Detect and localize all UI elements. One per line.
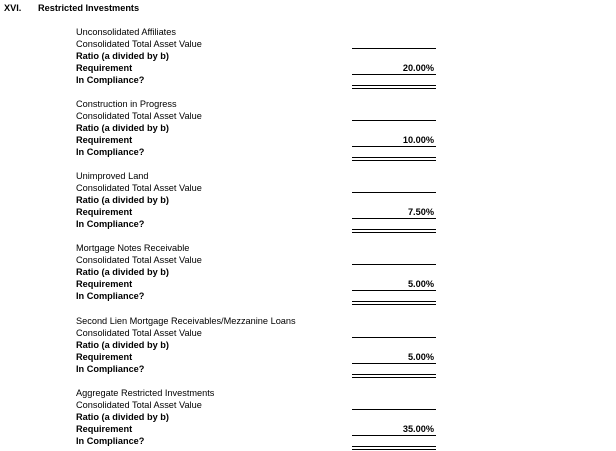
aggregate-restricted-investments-section [0, 387, 616, 451]
requirement-value: 5.00% [407, 279, 434, 289]
consolidated-total-label: Consolidated Total Asset Value [76, 183, 202, 193]
requirement-value: 5.00% [407, 352, 434, 362]
construction-in-progress-section [0, 98, 616, 162]
item-name: Second Lien Mortgage Receivables/Mezzanine Loans [76, 316, 296, 326]
ratio-label: Ratio (a divided by b) [76, 195, 169, 205]
requirement-label: Requirement [76, 279, 133, 289]
requirement-underline [352, 290, 436, 291]
requirement-label: Requirement [76, 207, 133, 217]
compliance-double-rule [352, 374, 436, 378]
requirement-underline [352, 146, 436, 147]
compliance-double-rule [352, 85, 436, 89]
item-name: Unimproved Land [76, 171, 149, 181]
consolidated-value-blank [352, 337, 436, 338]
consolidated-value-blank [352, 120, 436, 121]
compliance-label: In Compliance? [76, 147, 145, 157]
ratio-label: Ratio (a divided by b) [76, 51, 169, 61]
requirement-label: Requirement [76, 424, 133, 434]
second-lien-mortgage-section [0, 315, 616, 379]
requirement-underline [352, 218, 436, 219]
ratio-label: Ratio (a divided by b) [76, 123, 169, 133]
item-name: Unconsolidated Affiliates [76, 27, 176, 37]
section-title: Restricted Investments [38, 3, 140, 13]
consolidated-value-blank [352, 264, 436, 265]
requirement-value: 7.50% [407, 207, 434, 217]
ratio-label: Ratio (a divided by b) [76, 412, 169, 422]
requirement-label: Requirement [76, 63, 133, 73]
requirement-underline [352, 435, 436, 436]
consolidated-total-label: Consolidated Total Asset Value [76, 328, 202, 338]
compliance-double-rule [352, 446, 436, 450]
compliance-label: In Compliance? [76, 364, 145, 374]
consolidated-total-label: Consolidated Total Asset Value [76, 400, 202, 410]
requirement-underline [352, 363, 436, 364]
unconsolidated-affiliates-section [0, 26, 616, 90]
item-name: Mortgage Notes Receivable [76, 243, 190, 253]
consolidated-value-blank [352, 48, 436, 49]
compliance-label: In Compliance? [76, 75, 145, 85]
ratio-label: Ratio (a divided by b) [76, 340, 169, 350]
consolidated-total-label: Consolidated Total Asset Value [76, 111, 202, 121]
item-name: Construction in Progress [76, 99, 177, 109]
ratio-label: Ratio (a divided by b) [76, 267, 169, 277]
consolidated-total-label: Consolidated Total Asset Value [76, 255, 202, 265]
section-number: XVI. [4, 3, 22, 13]
requirement-label: Requirement [76, 352, 133, 362]
requirement-value: 35.00% [402, 424, 434, 434]
requirement-underline [352, 74, 436, 75]
compliance-label: In Compliance? [76, 291, 145, 301]
compliance-label: In Compliance? [76, 219, 145, 229]
consolidated-total-label: Consolidated Total Asset Value [76, 39, 202, 49]
requirement-value: 10.00% [402, 135, 434, 145]
compliance-double-rule [352, 229, 436, 233]
compliance-label: In Compliance? [76, 436, 145, 446]
item-name: Aggregate Restricted Investments [76, 388, 215, 398]
mortgage-notes-receivable-section [0, 242, 616, 306]
unimproved-land-section [0, 170, 616, 234]
consolidated-value-blank [352, 192, 436, 193]
compliance-double-rule [352, 301, 436, 305]
consolidated-value-blank [352, 409, 436, 410]
requirement-value: 20.00% [402, 63, 434, 73]
requirement-label: Requirement [76, 135, 133, 145]
compliance-double-rule [352, 157, 436, 161]
